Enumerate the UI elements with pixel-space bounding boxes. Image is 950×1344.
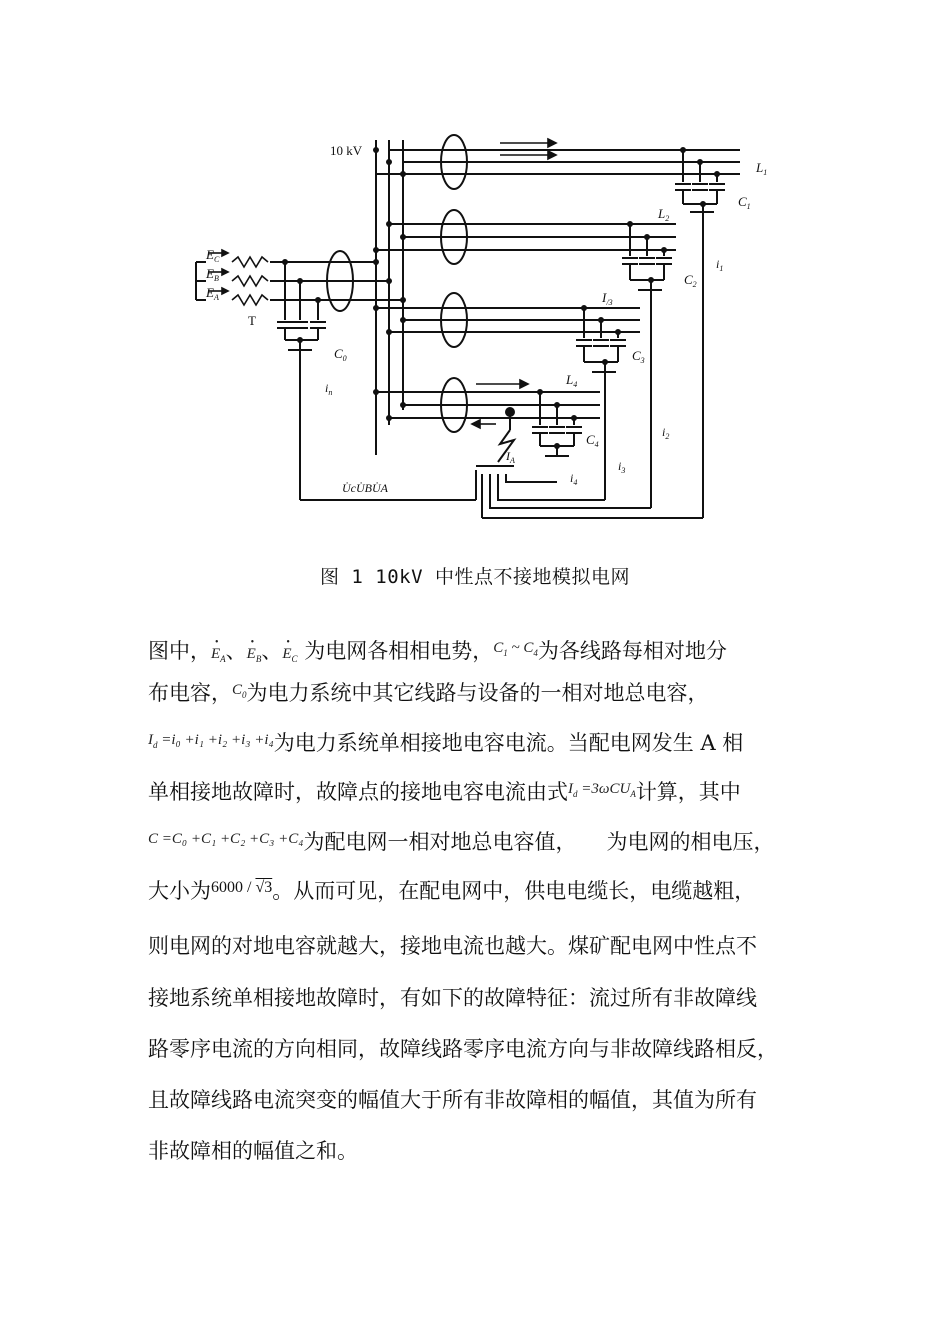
l4-label: $L_4$ [566, 372, 578, 389]
circuit-diagram [0, 0, 950, 550]
voltage-label: 10 kV [330, 143, 363, 158]
figure-caption: 图 1 10kV 中性点不接地模拟电网 [319, 566, 630, 588]
voltages-label: U̇cU̇BU̇A [342, 481, 388, 495]
paragraph-line-9: 路零序电流的方向相同，故障线路零序电流方向与非故障线路相反， [148, 1037, 778, 1061]
ea-label: $E_A$ [206, 285, 219, 302]
in-label: $i_n$ [325, 381, 333, 397]
paragraph-line-10: 且故障线路电流突变的幅值大于所有非故障相的幅值，其值为所有 [148, 1088, 757, 1112]
c4-label: $C_4$ [586, 432, 599, 449]
paragraph-line-5: $^{C =C_0 +C_1 +C_2 +C_3 +C_4}$为配电网一相对地总电容值， 为电网的相电压， [148, 830, 775, 854]
paragraph-line-8: 接地系统单相接地故障时，有如下的故障特征：流过所有非故障线 [148, 986, 757, 1010]
paragraph-line-3: $^{I_d =i_0 +i_1 +i_2 +i_3 +i_4}$为电力系统单相接地电容电流。当配电网发生 A 相 [148, 731, 744, 755]
i2-label: $i_2$ [662, 425, 670, 441]
paragraph-line-2: 布电容，$^{C_0}$为电力系统中其它线路与设备的一相对地总电容， [148, 681, 709, 705]
c2-label: $C_2$ [684, 272, 697, 289]
i1-label: $i_1$ [716, 257, 724, 273]
l3-label: $I_{/3}$ [602, 290, 613, 307]
c3-label: $C_3$ [632, 348, 645, 365]
i3-label: $i_3$ [618, 459, 626, 475]
c0-label: $C_0$ [334, 346, 347, 363]
paragraph-line-7: 则电网的对地电容就越大，接地电流也越大。煤矿配电网中性点不 [148, 934, 757, 958]
c1-label: $C_1$ [738, 194, 751, 211]
eb-label: $E_B$ [206, 266, 219, 283]
ec-label: $E_C$ [206, 247, 220, 264]
paragraph-line-11: 非故障相的幅值之和。 [148, 1139, 358, 1163]
ia-label: $I_A$ [506, 449, 515, 465]
paragraph-line-4: 单相接地故障时，故障点的接地电容电流由式$^{I_d =3\omega CU_A}$计算，其中 [148, 780, 741, 804]
l1-label: $L_1$ [756, 160, 768, 177]
i4-label: $i_4$ [570, 471, 578, 487]
l2-label: $L_2$ [658, 206, 670, 223]
transformer-label: T [248, 313, 256, 328]
paragraph-line-1: 图中，• $E_A$、• $E_B$、• $E_C$ 为电网各相相电势，$^{C_1 \sim C_4}$为各线路每相对地分 [148, 637, 727, 673]
paragraph-line-6: 大小为$^{6000 /}$ $^{√3}$。从而可见，在配电网中，供电电缆长，电缆越粗， [148, 879, 756, 903]
